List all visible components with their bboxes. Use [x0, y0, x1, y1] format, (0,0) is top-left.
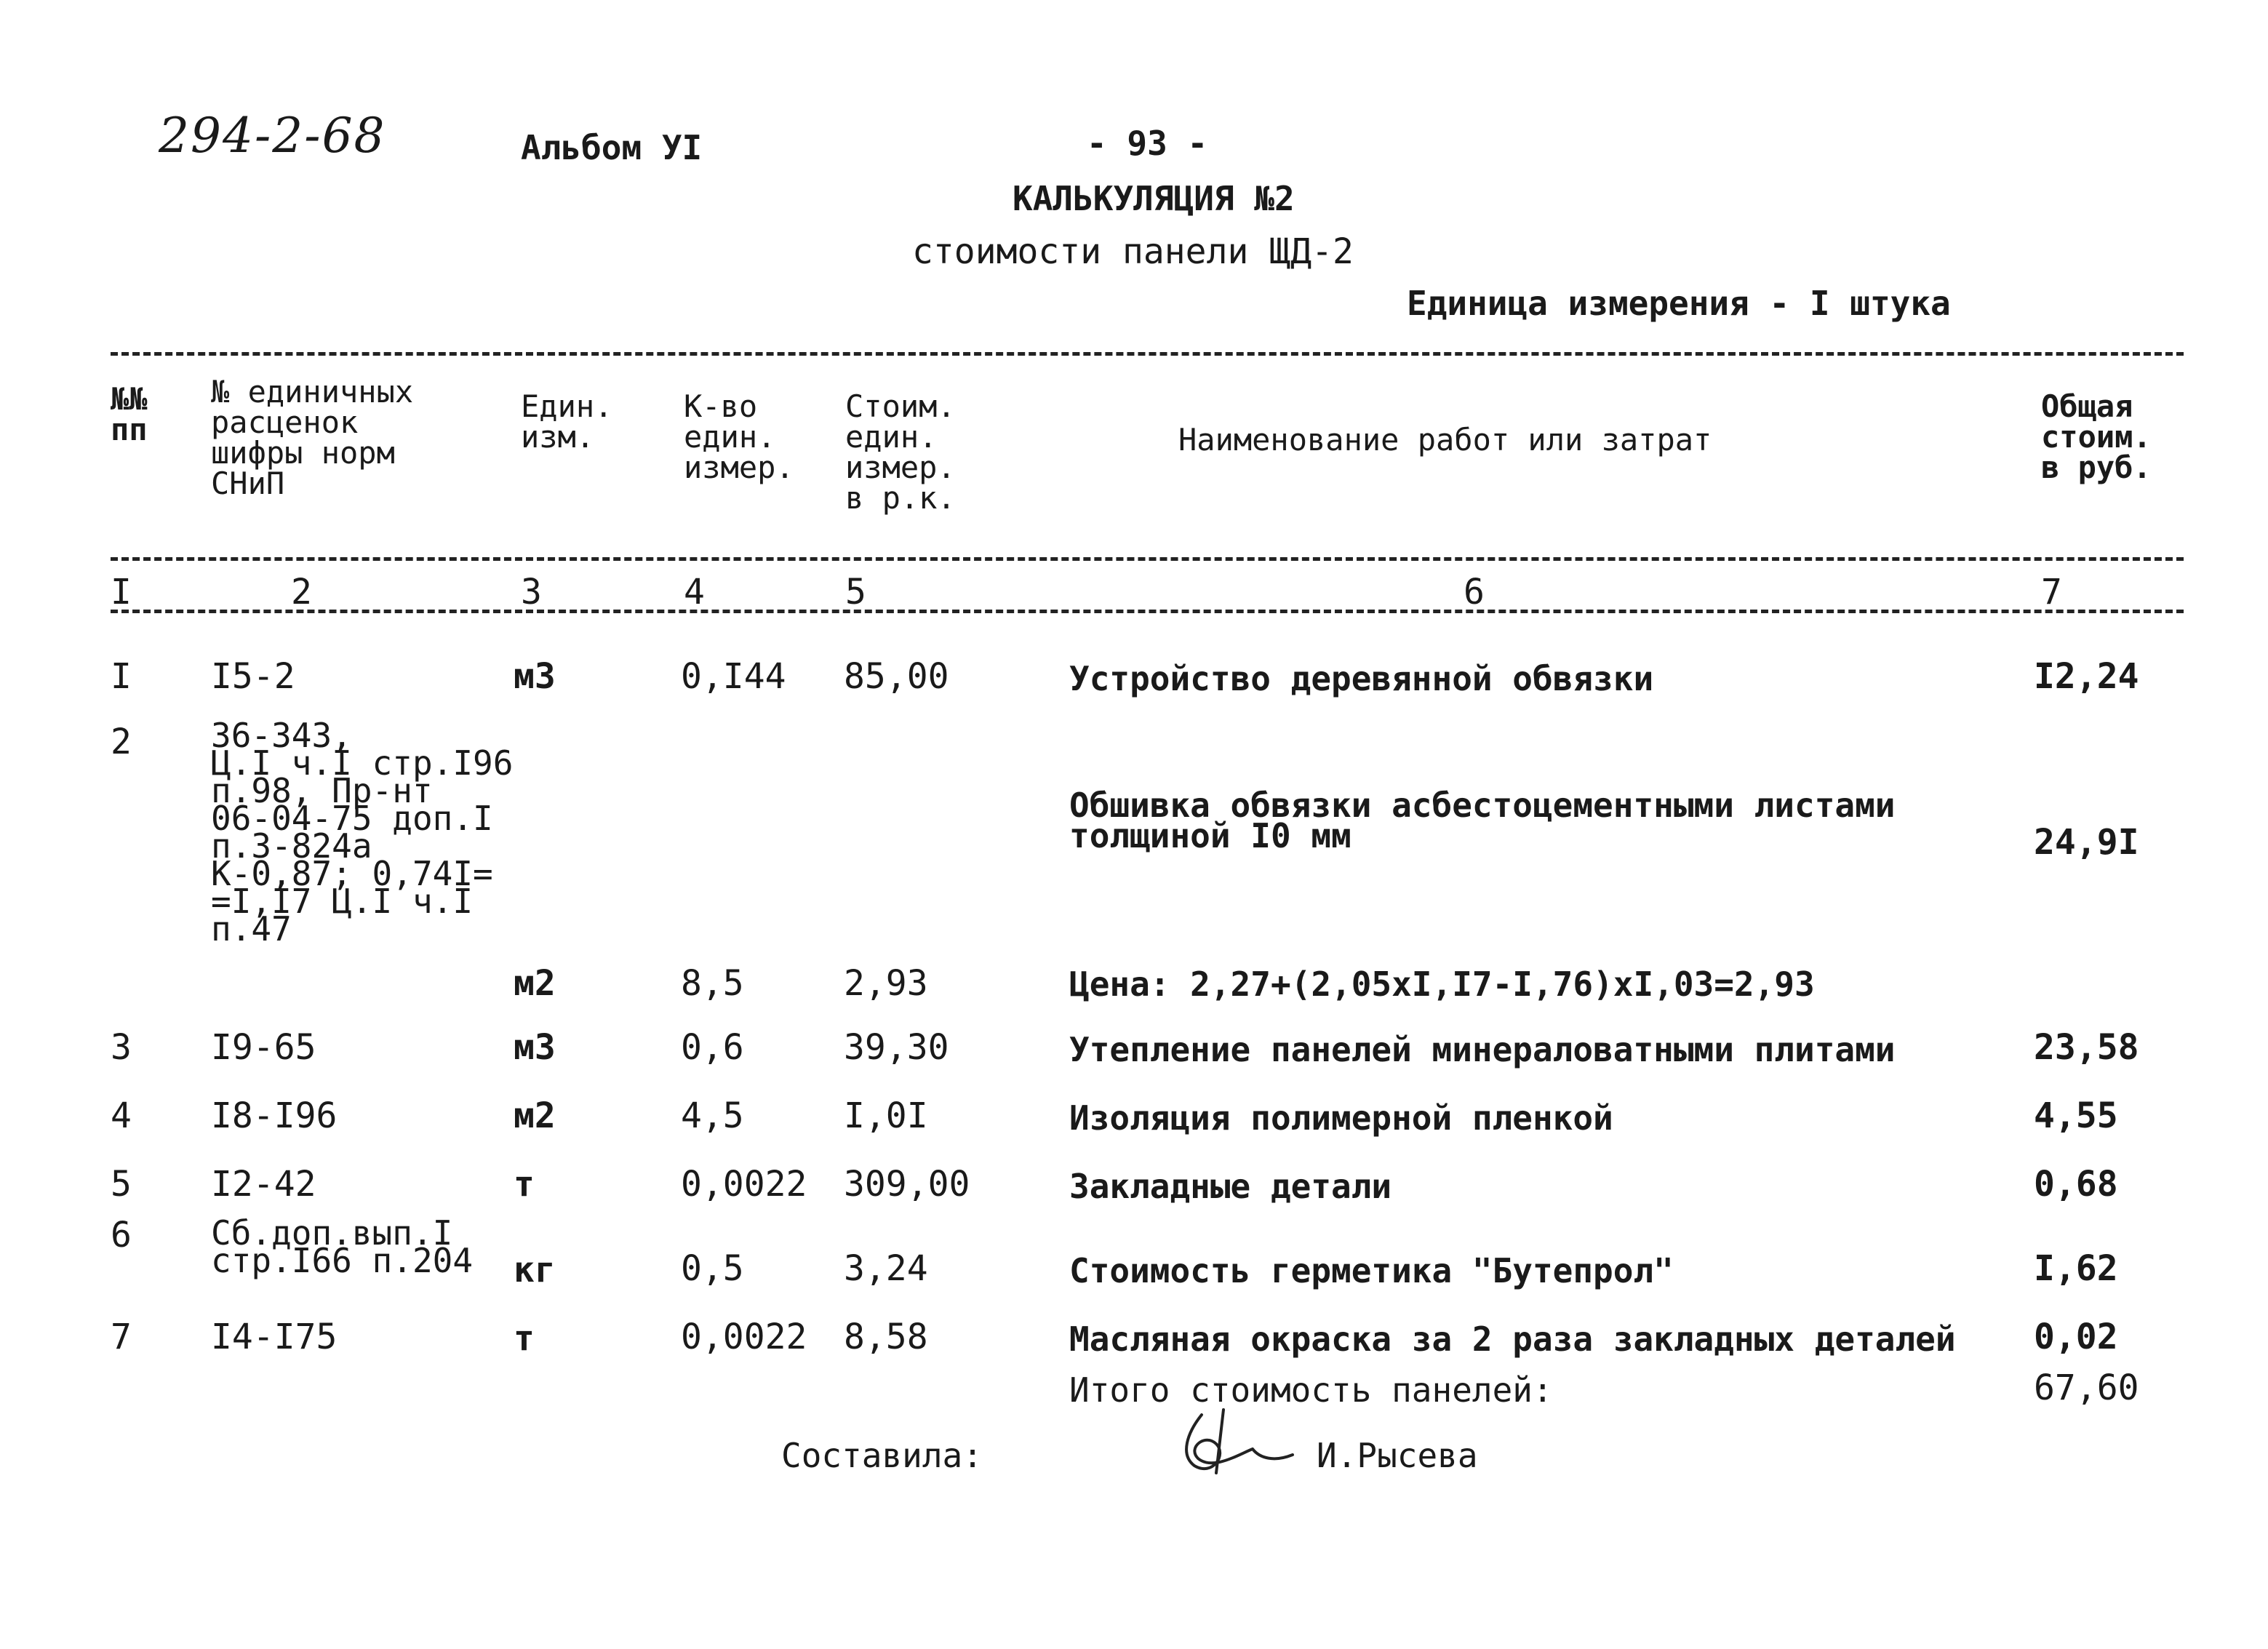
col-number-1: I: [111, 572, 132, 612]
col-header-4: К-во един. измер.: [684, 388, 794, 485]
col-number-5: 5: [845, 572, 866, 612]
row-total: I2,24: [2034, 656, 2139, 697]
row-number: 6: [111, 1215, 132, 1255]
quantity: 4,5: [681, 1095, 744, 1136]
row-number: 2: [111, 722, 132, 762]
rate-code: Сб.доп.вып.I стр.I66 п.204: [211, 1213, 474, 1280]
col-number-2: 2: [291, 572, 312, 612]
row-number: I: [111, 656, 132, 697]
quantity: 0,I44: [681, 656, 786, 697]
col-number-top-rule: [111, 557, 2184, 561]
quantity: 0,5: [681, 1248, 744, 1289]
signature-image: [1173, 1404, 1303, 1484]
row-number: 5: [111, 1164, 132, 1205]
quantity: 0,0022: [681, 1317, 807, 1357]
work-name: Утепление панелей минераловатными плитами: [1069, 1030, 1896, 1069]
row-number: 3: [111, 1027, 132, 1068]
rate-code: I8-I96: [211, 1095, 338, 1136]
album-label: Альбом УI: [521, 128, 703, 167]
unit-price: 2,93: [844, 963, 928, 1004]
quantity: 0,6: [681, 1027, 744, 1068]
total-value: 67,60: [2034, 1367, 2139, 1408]
compiled-by: И.Рысева: [1317, 1436, 1478, 1475]
unit-note: Единица измерения - I штука: [1407, 284, 1951, 323]
col-header-2: № единичных расценок шифры норм СНиП: [211, 374, 414, 501]
row-total: 0,68: [2034, 1164, 2118, 1205]
rate-code: 36-343, Ц.I ч.I стр.I96 п.98, Пр-нт 06-04-75 доп.I п.3-824а К-0,87; 0,74I= =I,I7 Ц.I ч.I п.47: [211, 716, 514, 949]
unit: т: [514, 1164, 535, 1205]
row-number: 7: [111, 1317, 132, 1357]
unit-price: 309,00: [844, 1164, 970, 1205]
unit: м2: [514, 1095, 556, 1136]
unit-price: 8,58: [844, 1317, 928, 1357]
rate-code: I4-I75: [211, 1317, 338, 1357]
col-header-5: Стоим. един. измер. в р.к.: [845, 388, 956, 516]
col-number-6: 6: [1464, 572, 1485, 612]
document-subtitle: стоимости панели ЩД-2: [912, 231, 1354, 272]
row-total: 24,9I: [2034, 822, 2139, 863]
col-number-7: 7: [2041, 572, 2062, 612]
col-number-4: 4: [684, 572, 705, 612]
rate-code: I2-42: [211, 1164, 316, 1205]
compiled-label: Составила:: [781, 1436, 983, 1475]
work-name: Обшивка обвязки асбестоцементными листами толщиной I0 мм: [1069, 786, 1896, 855]
work-name: Изоляция полимерной пленкой: [1069, 1098, 1613, 1138]
page-number: - 93 -: [1087, 124, 1208, 163]
work-name: Закладные детали: [1069, 1167, 1392, 1206]
document-title: КАЛЬКУЛЯЦИЯ №2: [1013, 179, 1295, 218]
work-name: Устройство деревянной обвязки: [1069, 659, 1654, 698]
quantity: 0,0022: [681, 1164, 807, 1205]
price-note: Цена: 2,27+(2,05хI,I7-I,76)хI,03=2,93: [1069, 965, 1815, 1004]
col-header-1: №№ пп: [111, 381, 148, 447]
unit: кг: [514, 1250, 556, 1290]
row-number: 4: [111, 1095, 132, 1136]
unit-price: I,0I: [844, 1095, 928, 1136]
unit-price: 3,24: [844, 1248, 928, 1289]
col-number-bottom-rule: [111, 610, 2184, 613]
rate-code: I9-65: [211, 1027, 316, 1068]
unit-price: 39,30: [844, 1027, 949, 1068]
col-header-6: Наименование работ или затрат: [1178, 422, 1712, 458]
work-name: Стоимость герметика "Бутепрол": [1069, 1251, 1674, 1290]
total-label: Итого стоимость панелей:: [1069, 1370, 1553, 1410]
col-header-3: Един. изм.: [521, 388, 613, 455]
row-total: 0,02: [2034, 1317, 2118, 1357]
unit: м2: [514, 963, 556, 1004]
row-total: I,62: [2034, 1248, 2118, 1289]
unit: т: [514, 1318, 535, 1359]
unit: м3: [514, 656, 556, 697]
row-total: 4,55: [2034, 1095, 2118, 1136]
table-top-rule: [111, 352, 2184, 356]
unit-price: 85,00: [844, 656, 949, 697]
work-name: Масляная окраска за 2 раза закладных деталей: [1069, 1319, 1956, 1359]
unit: м3: [514, 1027, 556, 1068]
handwritten-code: 294-2-68: [159, 108, 386, 164]
col-header-7: Общая стоим. в руб.: [2041, 388, 2152, 485]
row-total: 23,58: [2034, 1027, 2139, 1068]
quantity: 8,5: [681, 963, 744, 1004]
col-number-3: 3: [521, 572, 542, 612]
rate-code: I5-2: [211, 656, 295, 697]
